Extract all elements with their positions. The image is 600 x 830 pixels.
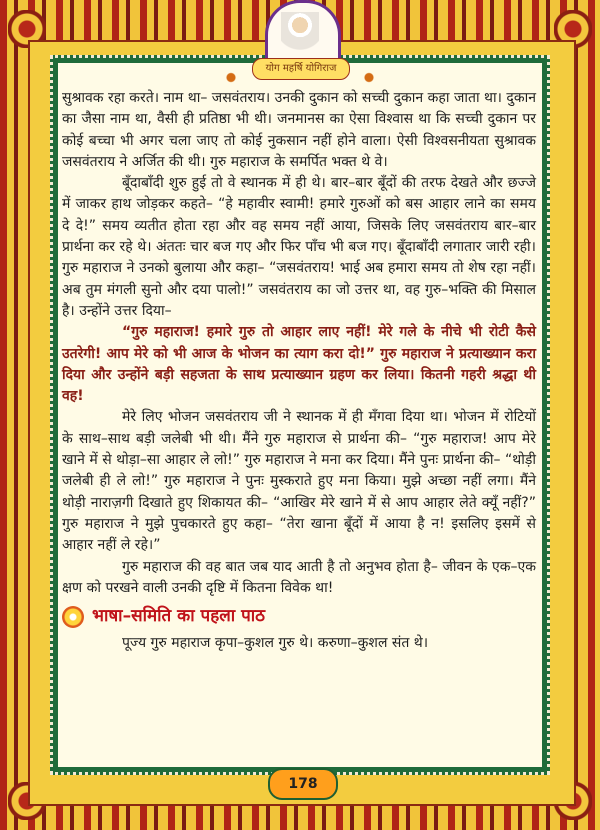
floral-ornament-right xyxy=(349,70,389,85)
page-number: 178 xyxy=(268,768,338,800)
paragraph-3: मेरे लिए भोजन जसवंतराय जी ने स्थानक में ही मँगवा दिया था। भोजन में रोटियों के साथ–साथ बड़ी जलेबी भी थी। मैंने गुरु महाराज से प्रार्थना की– “गुरु महाराज! आप मेरे खाने में से थोड़ा–सा आहार ले लो!” गुरु महाराज ने मना कर दिया। मैंने पुनः प्रार्थना की– “थोड़ी जलेबी ही ले लो!” गुरु महाराज ने पुनः मुस्कराते हुए मना किया। मुझे अच्छा नहीं लगा। मैंने थोड़ी नाराज़गी दिखाते हुए शिकायत की– “आखिर मेरे खाने में से आप आहार लेते क्यूँ नहीं?” गुरु महाराज ने मुझे पुचकारते हुए कहा– “तेरा खाना बूँदों में आया है न! इसलिए इसमें से आहार नहीं ले रहे।” xyxy=(62,409,536,554)
highlighted-quote: “गुरु महाराज! हमारे गुरु तो आहार लाए नहीं! मेरे गले के नीचे भी रोटी कैसे उतरेगी! आप मेरे को भी आज के भोजन का त्याग करा दो!” गुरु महाराज ने प्रत्याख्यान करा दिया और उन्होंने बड़ी सहजता के साथ प्रत्याख्यान ग्रहण कर लिया। कितनी गहरी श्रद्धा थी वह! xyxy=(62,324,536,405)
floral-ornament-left xyxy=(211,70,251,85)
guru-portrait-image xyxy=(281,12,319,56)
section-heading xyxy=(62,606,536,628)
section-title: भाषा–समिति का पहला पाठ xyxy=(92,606,265,627)
flower-bullet-icon xyxy=(62,606,84,628)
paragraph-4: गुरु महाराज की वह बात जब याद आती है तो अनुभव होता है– जीवन के एक–एक क्षण को परखने वाली उनकी दृष्टि में कितना विवेक था! xyxy=(62,558,536,596)
paragraph-2: बूँदाबाँदी शुरु हुई तो वे स्थानक में ही थे। बार–बार बूँदों की तरफ देखते और छज्जे में जाकर हाथ जोड़कर कहते– “हे महावीर स्वामी! हमारे गुरुओं को बस आहार लाने का समय दे दे!” समय व्यतीत होता रहा और वह समय नहीं आया, जिसके लिए जसवंतराय बार–बार प्रार्थना कर रहे थे। अंततः चार बज गए और फिर पाँच भी बज गए। बूँदाबाँदी लगातार जारी रही। गुरु महाराज ने उनको बुलाया और कहा– “जसवंतराय! भाई अब हमारा समय तो शेष रहा नहीं। अब तुम मंगली सुनो और दया पालो!” जसवंतराय का जो उत्तर था, वह गुरु–भक्ति की मिसाल है। उन्होंने उत्तर दिया– xyxy=(62,175,536,319)
header-ribbon: योग महर्षि योगिराज xyxy=(252,58,350,80)
page-content xyxy=(62,88,536,654)
paragraph-5: पूज्य गुरु महाराज कृपा–कुशल गुरु थे। करुणा–कुशल संत थे। xyxy=(122,635,429,652)
paragraph-1: सुश्रावक रहा करते। नाम था– जसवंतराय। उनकी दुकान को सच्ची दुकान कहा जाता था। दुकान का जैसा नाम था, वैसी ही प्रतिष्ठा भी थी। जनमानस का ऐसा विश्वास था कि सच्ची दुकान पर कोई बच्चा भी अगर चला जाए तो कोई नुकसान नहीं होने वाला। ऐसी विश्वसनीयता सुश्रावक जसवंतराय ने अर्जित की थी। गुरु महाराज के समर्पित भक्त थे वे। xyxy=(62,90,536,170)
